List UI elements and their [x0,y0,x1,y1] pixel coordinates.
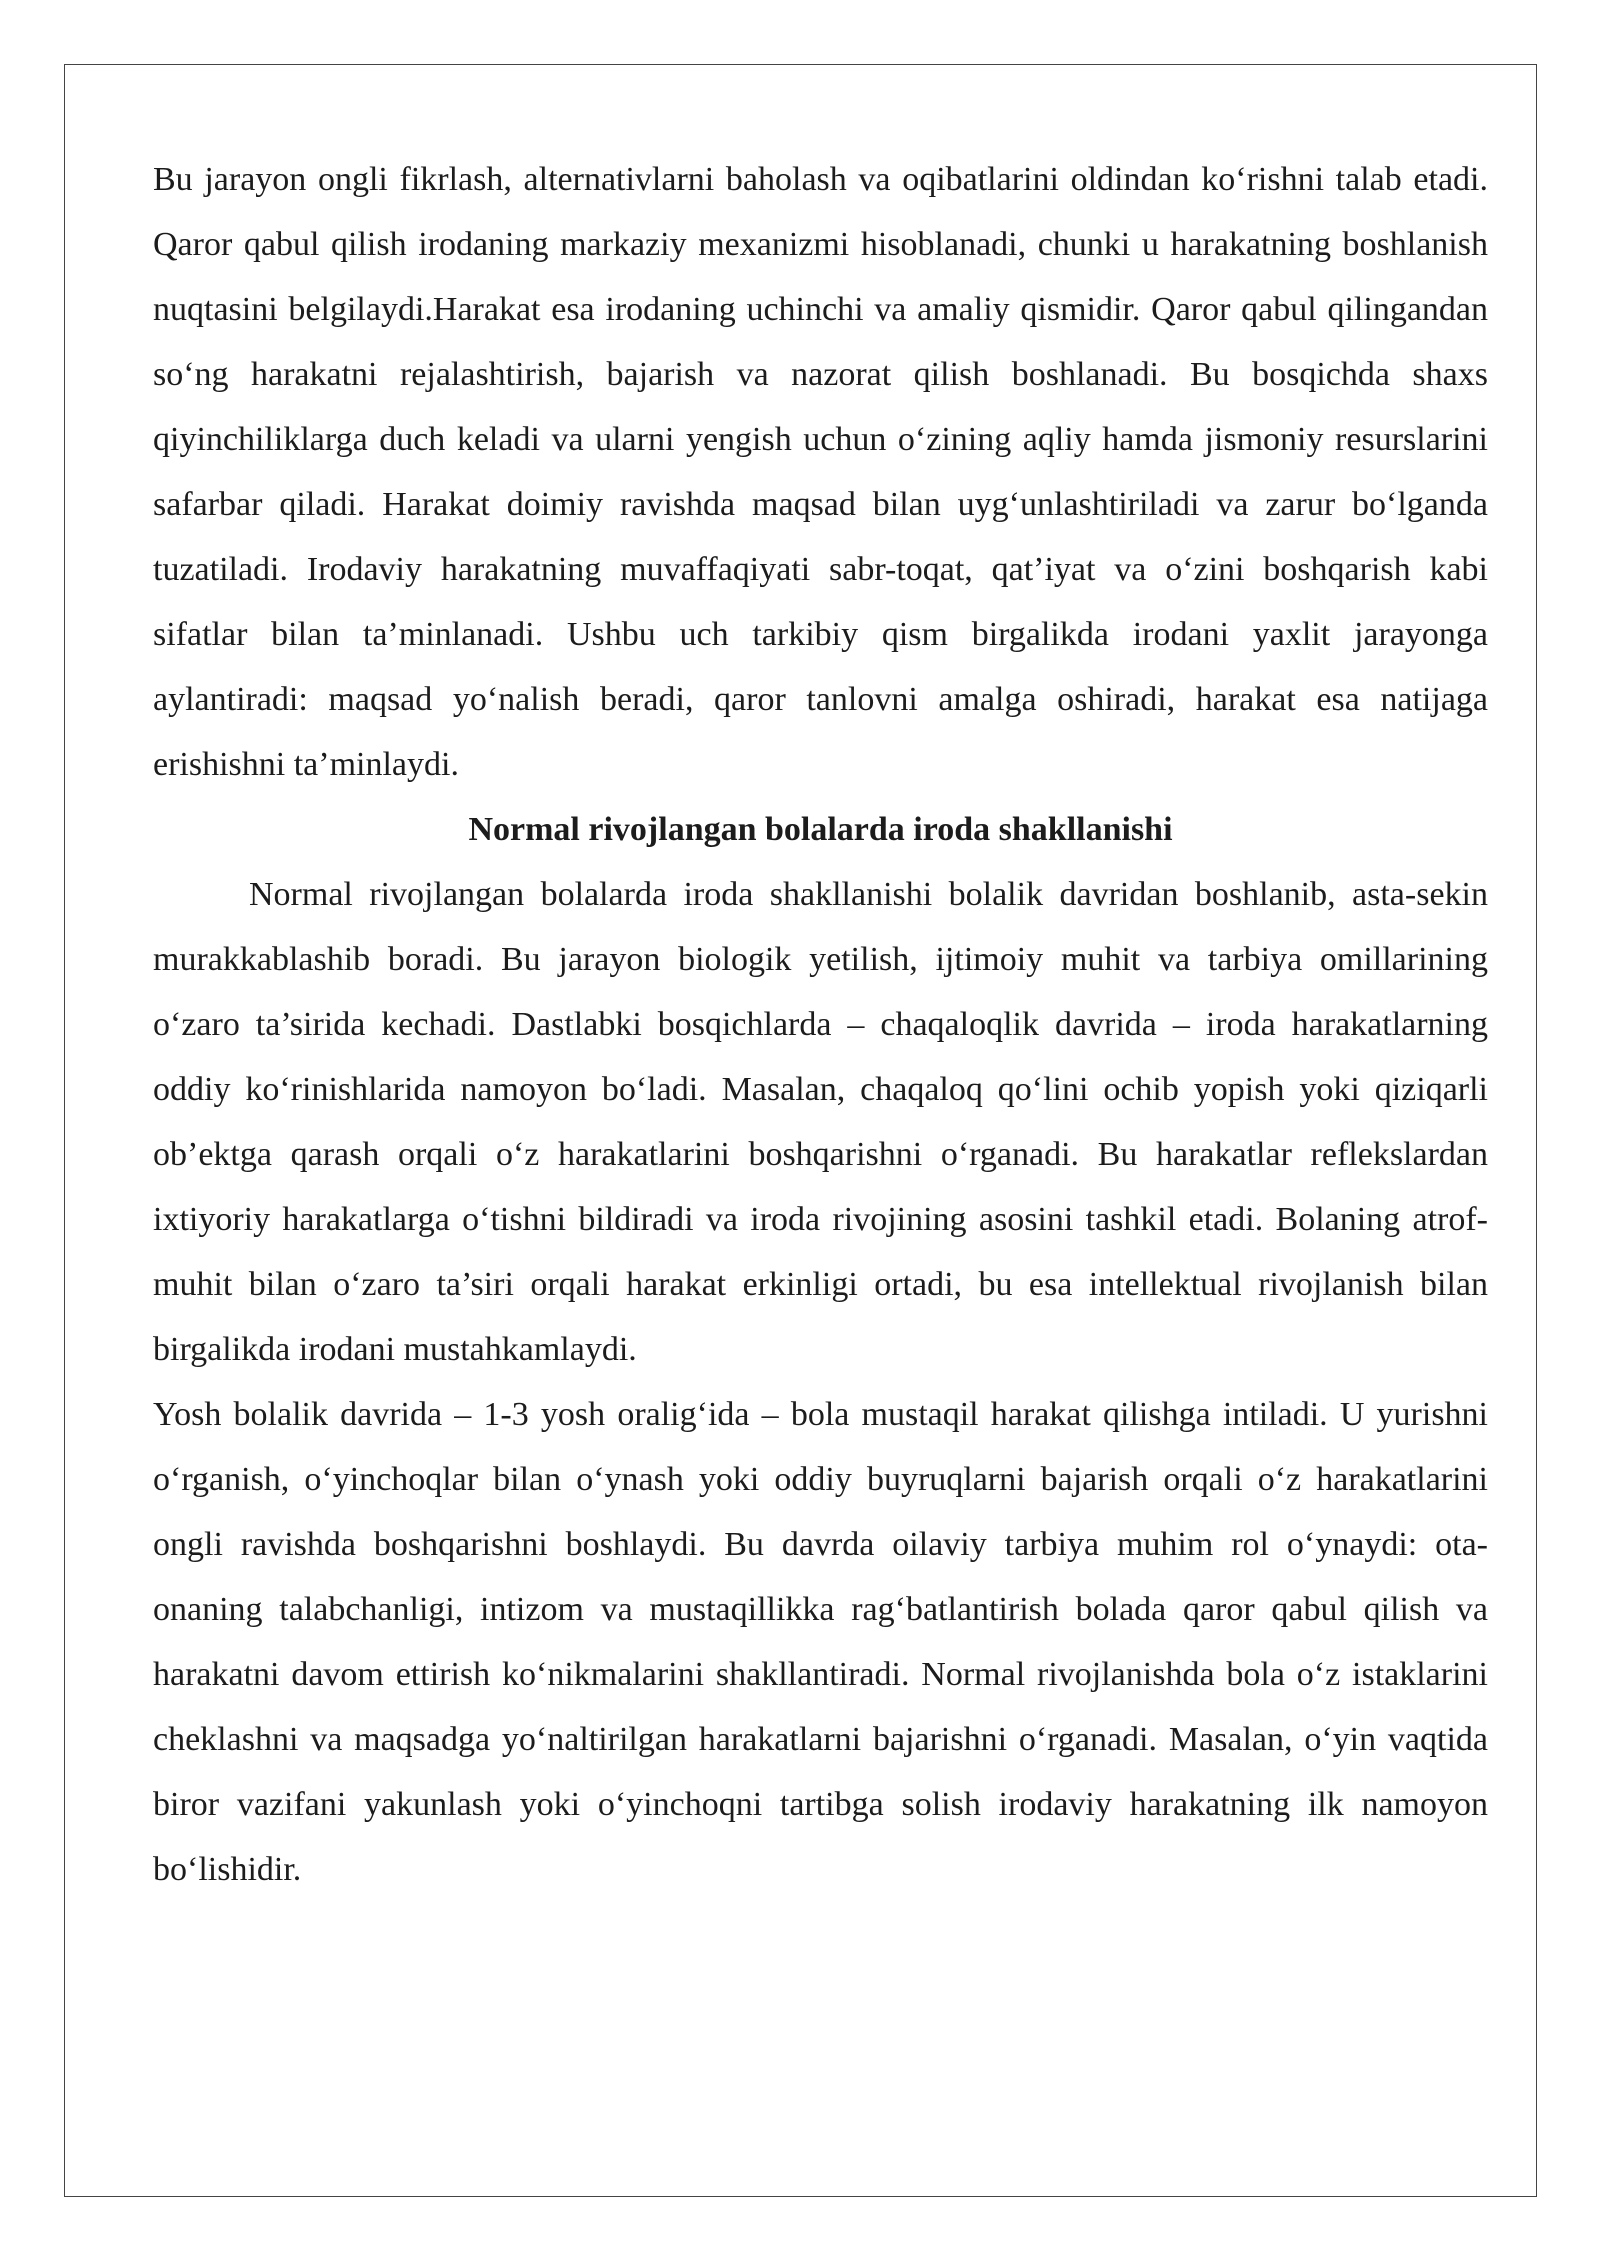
paragraph-continued: Bu jarayon ongli fikrlash, alternativlarni baholash va oqibatlarini oldindan ko‘rishni talab etadi. Qaror qabul qilish irodaning markaziy mexanizmi hisoblanadi, chunki u harakatning boshlanish nuqtasini belgilaydi.Harakat esa irodaning uchinchi va amaliy qismidir. Qaror qabul qilingandan so‘ng harakatni rejalashtirish, bajarish va nazorat qilish boshlanadi. Bu bosqichda shaxs qiyinchiliklarga duch keladi va ularni yengish uchun o‘zining aqliy hamda jismoniy resurslarini safarbar qiladi. Harakat doimiy ravishda maqsad bilan uyg‘unlashtiriladi va zarur bo‘lganda tuzatiladi. Irodaviy harakatning muvaffaqiyati sabr-toqat, qat’iyat va o‘zini boshqarish kabi sifatlar bilan ta’minlanadi. Ushbu uch tarkibiy qism birgalikda irodani yaxlit jarayonga aylantiradi: maqsad yo‘nalish beradi, qaror tanlovni amalga oshiradi, harakat esa natijaga erishishni ta’minlaydi. [153,161,1488,783]
section-heading: Normal rivojlangan bolalarda iroda shakllanishi [468,811,1173,848]
paragraph-early-childhood: Yosh bolalik davrida – 1-3 yosh oralig‘ida – bola mustaqil harakat qilishga intiladi. U yurishni o‘rganish, o‘yinchoqlar bilan o‘ynash yoki oddiy buyruqlarni bajarish orqali o‘z harakatlarini ongli ravishda boshqarishni boshlaydi. Bu davrda oilaviy tarbiya muhim rol o‘ynaydi: ota-onaning talabchanligi, intizom va mustaqillikka rag‘batlantirish bolada qaror qabul qilish va harakatni davom ettirish ko‘nikmalarini shakllantiradi. Normal rivojlanishda bola o‘z istaklarini cheklashni va maqsadga yo‘naltirilgan harakatlarni bajarishni o‘rganadi. Masalan, o‘yin vaqtida biror vazifani yakunlash yoki o‘yinchoqni tartibga solish irodaviy harakatning ilk namoyon bo‘lishidir. [153,1396,1488,1888]
document-body [153,147,1488,1902]
paragraph-intro: Normal rivojlangan bolalarda iroda shakllanishi bolalik davridan boshlanib, asta-sekin murakkablashib boradi. Bu jarayon biologik yetilish, ijtimoiy muhit va tarbiya omillarining o‘zaro ta’sirida kechadi. Dastlabki bosqichlarda – chaqaloqlik davrida – iroda harakatlarning oddiy ko‘rinishlarida namoyon bo‘ladi. Masalan, chaqaloq qo‘lini ochib yopish yoki qiziqarli ob’ektga qarash orqali o‘z harakatlarini boshqarishni o‘rganadi. Bu harakatlar reflekslardan ixtiyoriy harakatlarga o‘tishni bildiradi va iroda rivojining asosini tashkil etadi. Bolaning atrof-muhit bilan o‘zaro ta’siri orqali harakat erkinligi ortadi, bu esa intellektual rivojlanish bilan birgalikda irodani mustahkamlaydi. [153,876,1488,1368]
